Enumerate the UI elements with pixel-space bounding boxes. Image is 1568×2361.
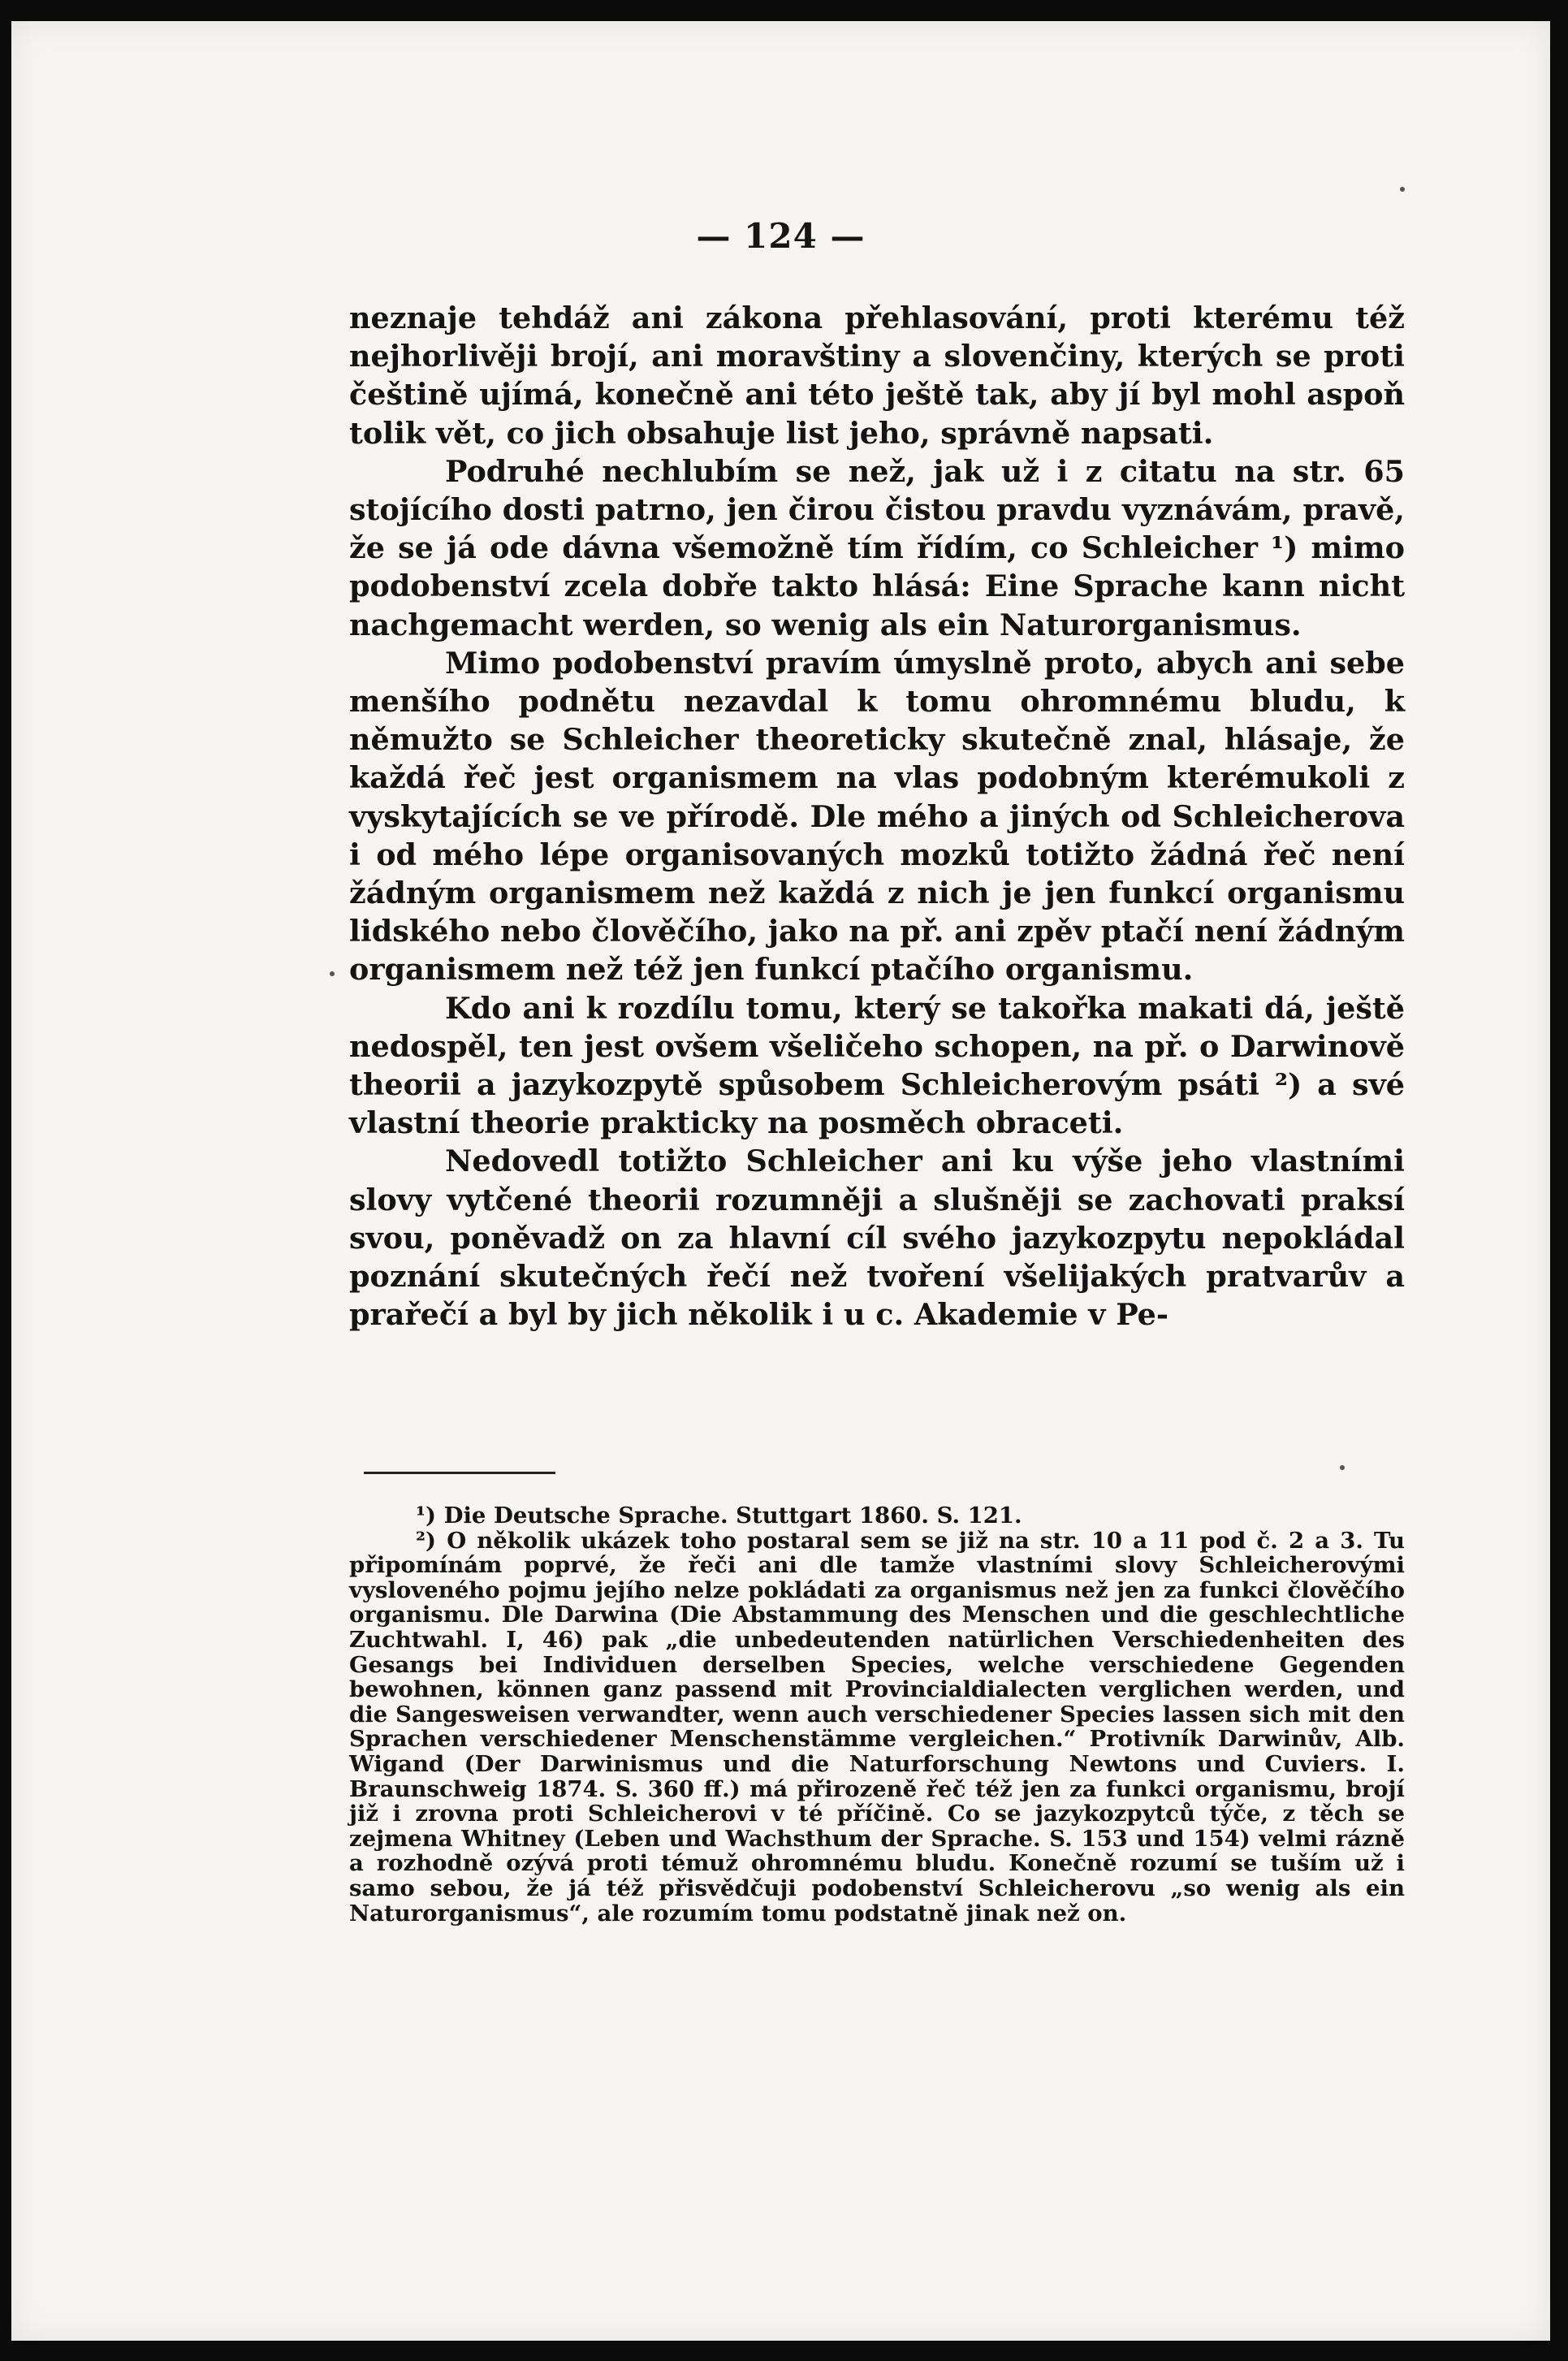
paragraph: Podruhé nechlubím se než, jak už i z citatu na str. 65 stojícího dosti patrno, jen čirou čistou pravdu vyznávám, pravě, že se já ode dávna všemožně tím řídím, co Schleicher ¹) mimo podobenství zcela dobře takto hlásá: Eine Sprache kann nicht nachgemacht werden, so wenig als ein Naturorganismus. <box>349 453 1405 642</box>
paragraph: Nedovedl totižto Schleicher ani ku výše jeho vlastními slovy vytčené theorii rozumněji a slušněji se zachovati praksí svou, poněvadž on za hlavní cíl svého jazykozpytu nepokládal poznání skutečných řečí než tvoření všelijakých pratvarův a prařečí a byl by jich několik i u c. Akademie v Pe- <box>349 1144 1405 1333</box>
footnote: ²) O několik ukázek toho postaral sem se již na str. 10 a 11 pod č. 2 a 3. Tu připomínám poprvé, že řeči ani dle tamže vlastními slovy Schleicherovými vysloveného pojmu jejího nelze pokládati za organismus než jen za funkci člověčího organismu. Dle Darwina (Die Abstammung des Menschen und die geschlechtliche Zuchtwahl. I, 46) pak „die unbedeutenden natürlichen Verschiedenheiten des Gesangs bei Individuen derselben Species, welche verschiedene Gegenden bewohnen, können ganz passend mit Provincialdialecten verglichen werden, und die Sangesweisen verwandter, wenn auch verschiedener Species lassen sich mit den Sprachen verschiedener Menschenstämme vergleichen.“ Protivník Darwinův, Alb. Wigand (Der Darwinismus und die Naturforschung Newtons und Cuviers. I. Braunschweig 1874. S. 360 ff.) má přirozeně řeč též jen za funkci organismu, brojí již i zrovna proti Schleicherovi v té příčině. Co se jazykozpytců týče, z těch se zejmena Whitney (Leben und Wachsthum der Sprache. S. 153 und 154) velmi rázně a rozhodně ozývá proti témuž ohromnému bludu. Konečně rozumí se tuším už i samo sebou, že já též přisvědčuji podobenství Schleicherovu „so wenig als ein Naturorganismus“, ale rozumím tomu podstatně jinak než on. <box>349 1527 1405 1926</box>
speck-mark <box>330 971 335 976</box>
speck-mark <box>1400 187 1405 192</box>
paragraph: Mimo podobenství pravím úmyslně proto, abych ani sebe menšího podnětu nezavdal k tomu ohromnému bludu, k němužto se Schleicher theoreticky skutečně znal, hlásaje, že každá řeč jest organismem na vlas podobným kterémukoli z vyskytajících se ve přírodě. Dle mého a jiných od Schleicherova i od mého lépe organisovaných mozků totižto žádná řeč není žádným organismem než každá z nich je jen funkcí organismu lidského nebo člověčího, jako na př. ani zpěv ptačí není žádným organismem než též jen funkcí ptačího organismu. <box>349 645 1405 988</box>
paragraph: neznaje tehdáž ani zákona přehlasování, proti kterému též nejhorlivěji brojí, ani moravštiny a slovenčiny, kterých se proti češtině ujímá, konečně ani této ještě tak, aby jí byl mohl aspoň tolik vět, co jich obsahuje list jeho, správně napsati. <box>349 301 1405 451</box>
footnote-rule <box>364 1472 555 1474</box>
footnotes <box>349 1503 1405 1926</box>
paragraph: Kdo ani k rozdílu tomu, který se takořka makati dá, ještě nedospěl, ten jest ovšem všeličeho schopen, na př. o Darwinově theorii a jazykozpytě spůsobem Schleicherovým psáti ²) a své vlastní theorie prakticky na posměch obraceti. <box>349 990 1405 1141</box>
footnote: ¹) Die Deutsche Sprache. Stuttgart 1860. S. 121. <box>416 1503 1022 1529</box>
main-text <box>349 299 1405 1334</box>
page-number: — 124 — <box>696 216 866 256</box>
speck-mark <box>1340 1465 1345 1470</box>
book-page <box>11 21 1550 2341</box>
